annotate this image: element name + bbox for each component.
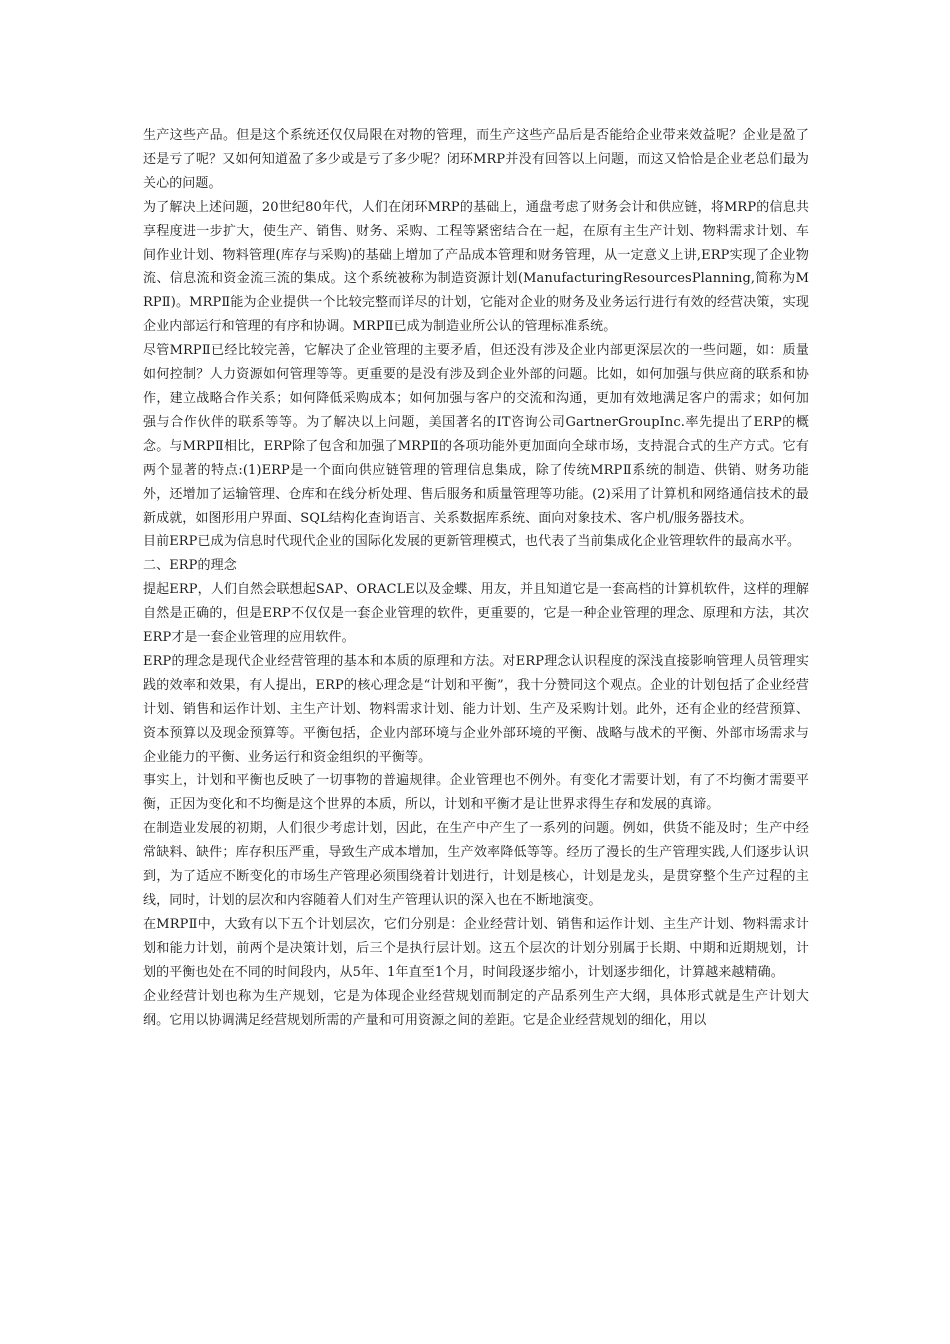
paragraph-closed-loop-mrp-limits: 生产这些产品。但是这个系统还仅仅局限在对物的管理，而生产这些产品后是否能给企业带来效益呢？企业是盈了还是亏了呢？又如何知道盈了多少或是亏了多少呢？闭环MRP并没有回答以上问题，而这又恰恰是企业老总们最为关心的问题。 [143, 128, 809, 191]
section-heading-erp-concept: 二、ERP的理念 [143, 558, 237, 574]
paragraph-erp-core-concept: ERP的理念是现代企业经营管理的基本和本质的原理和方法。对ERP理念认识程度的深浅直接影响管理人员管理实践的效率和效果，有人提出，ERP的核心理念是“计划和平衡”，我十分赞同这个观点。企业的计划包括了企业经营计划、销售和运作计划、主生产计划、物料需求计划、能力计划、生产及采购计划。此外，还有企业的经营预算、资本预算以及现金预算等。平衡包括，企业内部环境与企业外部环境的平衡、战略与战术的平衡、外部市场需求与企业能力的平衡、业务运行和资金组织的平衡等。 [143, 653, 809, 765]
paragraph-mrp2-introduction: 为了解决上述问题，20世纪80年代，人们在闭环MRP的基础上，通盘考虑了财务会计和供应链，将MRP的信息共享程度进一步扩大，使生产、销售、财务、采购、工程等紧密结合在一起，在原有主生产计划、物料需求计划、车间作业计划、物料管理(库存与采购)的基础上增加了产品成本管理和财务管理，从一定意义上讲,ERP实现了企业物流、信息流和资金流三流的集成。这个系统被称为制造资源计划(ManufacturingResourcesPlanning,简称为MRPⅡ)。MRPⅡ能为企业提供一个比较完整而详尽的计划，它能对企业的财务及业务运行进行有效的经营决策，实现企业内部运行和管理的有序和协调。MRPⅡ已成为制造业所公认的管理标准系统。 [143, 199, 809, 335]
paragraph-manufacturing-history: 在制造业发展的初期，人们很少考虑计划，因此，在生产中产生了一系列的问题。例如，供货不能及时；生产中经常缺料、缺件；库存积压严重，导致生产成本增加，生产效率降低等等。经历了漫长的生产管理实践,人们逐步认识到，为了适应不断变化的市场生产管理必须围绕着计划进行，计划是核心，计划是龙头，是贯穿整个生产过程的主线，同时，计划的层次和内容随着人们对生产管理认识的深入也在不断地演变。 [143, 821, 809, 908]
paragraph-business-plan: 企业经营计划也称为生产规划，它是为体现企业经营规划而制定的产品系列生产大纲，具体形式就是生产计划大纲。它用以协调满足经营规划所需的产量和可用资源之间的差距。它是企业经营规划的细化，用以 [143, 988, 809, 1028]
paragraph-erp-origin: 尽管MRPⅡ已经比较完善，它解决了企业管理的主要矛盾，但还没有涉及企业内部更深层次的一些问题，如：质量如何控制？人力资源如何管理等等。更重要的是没有涉及到企业外部的问题。比如，如何加强与供应商的联系和协作，建立战略合作关系；如何降低采购成本；如何加强与客户的交流和沟通，更加有效地满足客户的需求；如何加强与合作伙伴的联系等等。为了解决以上问题，美国著名的IT咨询公司GartnerGroupInc.率先提出了ERP的概念。与MRPⅡ相比，ERP除了包含和加强了MRPⅡ的各项功能外更加面向全球市场，支持混合式的生产方式。它有两个显著的特点:(1)ERP是一个面向供应链管理的管理信息集成，除了传统MRPⅡ系统的制造、供销、财务功能外，还增加了运输管理、仓库和在线分析处理、售后服务和质量管理等功能。(2)采用了计算机和网络通信技术的最新成就，如图形用户界面、SQL结构化查询语言、关系数据库系统、面向对象技术、客户机/服务器技术。 [143, 343, 809, 526]
paragraph-planning-and-balance: 事实上，计划和平衡也反映了一切事物的普遍规律。企业管理也不例外。有变化才需要计划，有了不均衡才需要平衡，正因为变化和不均衡是这个世界的本质，所以，计划和平衡才是让世界求得生存和发展的真谛。 [143, 773, 809, 813]
paragraph-erp-software-and-concept: 提起ERP，人们自然会联想起SAP、ORACLE以及金蝶、用友，并且知道它是一套高档的计算机软件，这样的理解自然是正确的，但是ERP不仅仅是一套企业管理的软件，更重要的，它是一种企业管理的理念、原理和方法，其次ERP才是一套企业管理的应用软件。 [143, 582, 809, 646]
paragraph-erp-current-status: 目前ERP已成为信息时代现代企业的国际化发展的更新管理模式，也代表了当前集成化企业管理软件的最高水平。 [143, 534, 801, 550]
paragraph-five-planning-levels: 在MRPⅡ中，大致有以下五个计划层次，它们分别是：企业经营计划、销售和运作计划、主生产计划、物料需求计划和能力计划，前两个是决策计划，后三个是执行层计划。这五个层次的计划分别属于长期、中期和近期规划，计划的平衡也处在不同的时间段内，从5年、1年直至1个月，时间段逐步缩小，计划逐步细化，计算越来越精确。 [143, 916, 809, 980]
document-body [143, 124, 809, 1032]
